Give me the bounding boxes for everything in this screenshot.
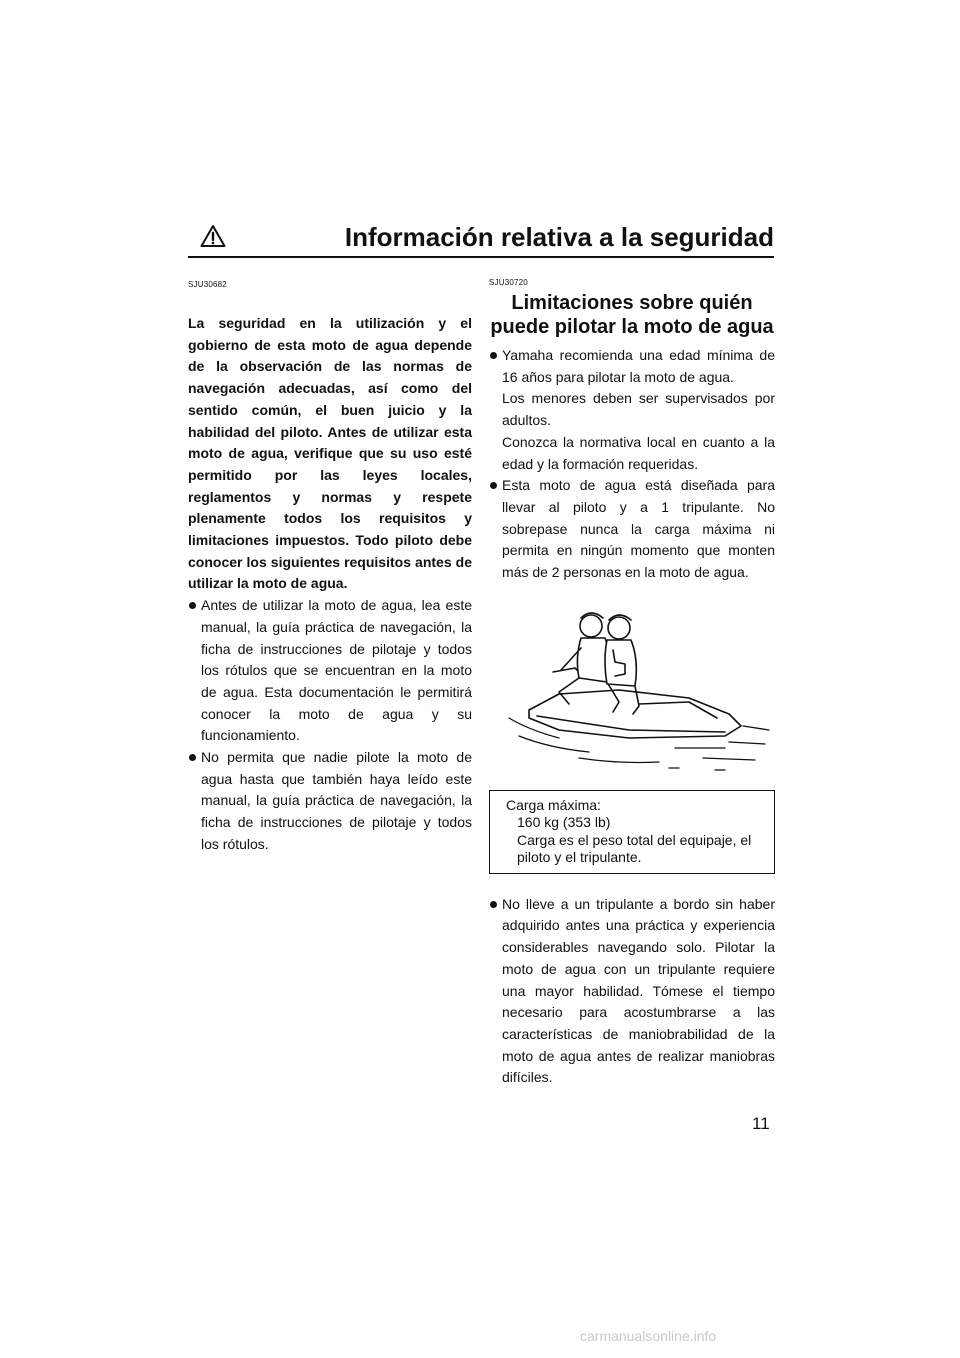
left-column bbox=[188, 280, 472, 856]
list-item-line: Los menores deben ser supervisados por adultos. bbox=[502, 390, 775, 429]
list-item-line: Conozca la normativa local en cuanto a la edad y la formación requeridas. bbox=[502, 433, 775, 472]
intro-paragraph: La seguridad en la utilización y el gobierno de esta moto de agua depende de la observación de las normas de navegación adecuadas, así como del sentido común, el buen juicio y la habilidad del piloto. Antes de utilizar esta moto de agua, verifique que su uso esté permitido por las leyes locales, reglamentos y normas y respete plenamente todos los requisitos y limitaciones impuestos. Todo piloto debe conocer los siguientes requisitos antes de utilizar la moto de agua. bbox=[188, 315, 472, 592]
header-title: Información relativa a la seguridad bbox=[344, 222, 774, 252]
section-title: Limitaciones sobre quién puede pilotar la moto de agua bbox=[490, 292, 774, 338]
page-header bbox=[188, 222, 774, 256]
list-item: No permita que nadie pilote la moto de agua hasta que también haya leído este manual, la guía práctica de navegación, la ficha de instrucciones de pilotaje y todos los rótulos. bbox=[188, 747, 472, 856]
right-bullet-list-2 bbox=[489, 894, 775, 1089]
list-item: Esta moto de agua está diseñada para llevar al piloto y a 1 tripulante. No sobrepase nunca la carga máxima ni permita en ningún momento que monten más de 2 personas en la moto de agua. bbox=[489, 475, 775, 584]
header-rule bbox=[188, 256, 774, 258]
watermark: carmanualsonline.info bbox=[580, 1328, 717, 1344]
personal-watercraft-illustration bbox=[489, 598, 775, 778]
list-item: Antes de utilizar la moto de agua, lea este manual, la guía práctica de navegación, la ficha de instrucciones de pilotaje y todos los rótulos que se encuentran en la moto de agua. Esta documentación le permitirá conocer la moto de agua y su funcionamiento. bbox=[188, 595, 472, 747]
left-bullet-list bbox=[188, 595, 472, 855]
list-item: No lleve a un tripulante a bordo sin haber adquirido antes una práctica y experiencia considerables navegando solo. Pilotar la moto de agua con un tripulante requiere una mayor habilidad. Tómese el tiempo necesario para acostumbrarse a las características de maniobrabilidad de la moto de agua antes de realizar maniobras difíciles. bbox=[489, 894, 775, 1089]
watercraft-riders-image bbox=[489, 598, 775, 778]
max-load-spec-box bbox=[489, 790, 775, 874]
spec-label: Carga máxima: bbox=[506, 796, 601, 813]
page-number: 11 bbox=[752, 1114, 770, 1133]
right-column bbox=[489, 278, 775, 1089]
warning-triangle-icon bbox=[200, 224, 226, 248]
section-code: SJU30682 bbox=[188, 280, 227, 289]
spec-note: Carga es el peso total del equipaje, el piloto y el tripulante. bbox=[517, 831, 752, 866]
spec-value: 160 kg (353 lb) bbox=[517, 814, 611, 831]
list-item-line: Yamaha recomienda una edad mínima de 16 años para pilotar la moto de agua. bbox=[502, 347, 775, 385]
right-bullet-list bbox=[489, 345, 775, 584]
list-item bbox=[489, 345, 775, 475]
section-code: SJU30720 bbox=[489, 278, 528, 287]
